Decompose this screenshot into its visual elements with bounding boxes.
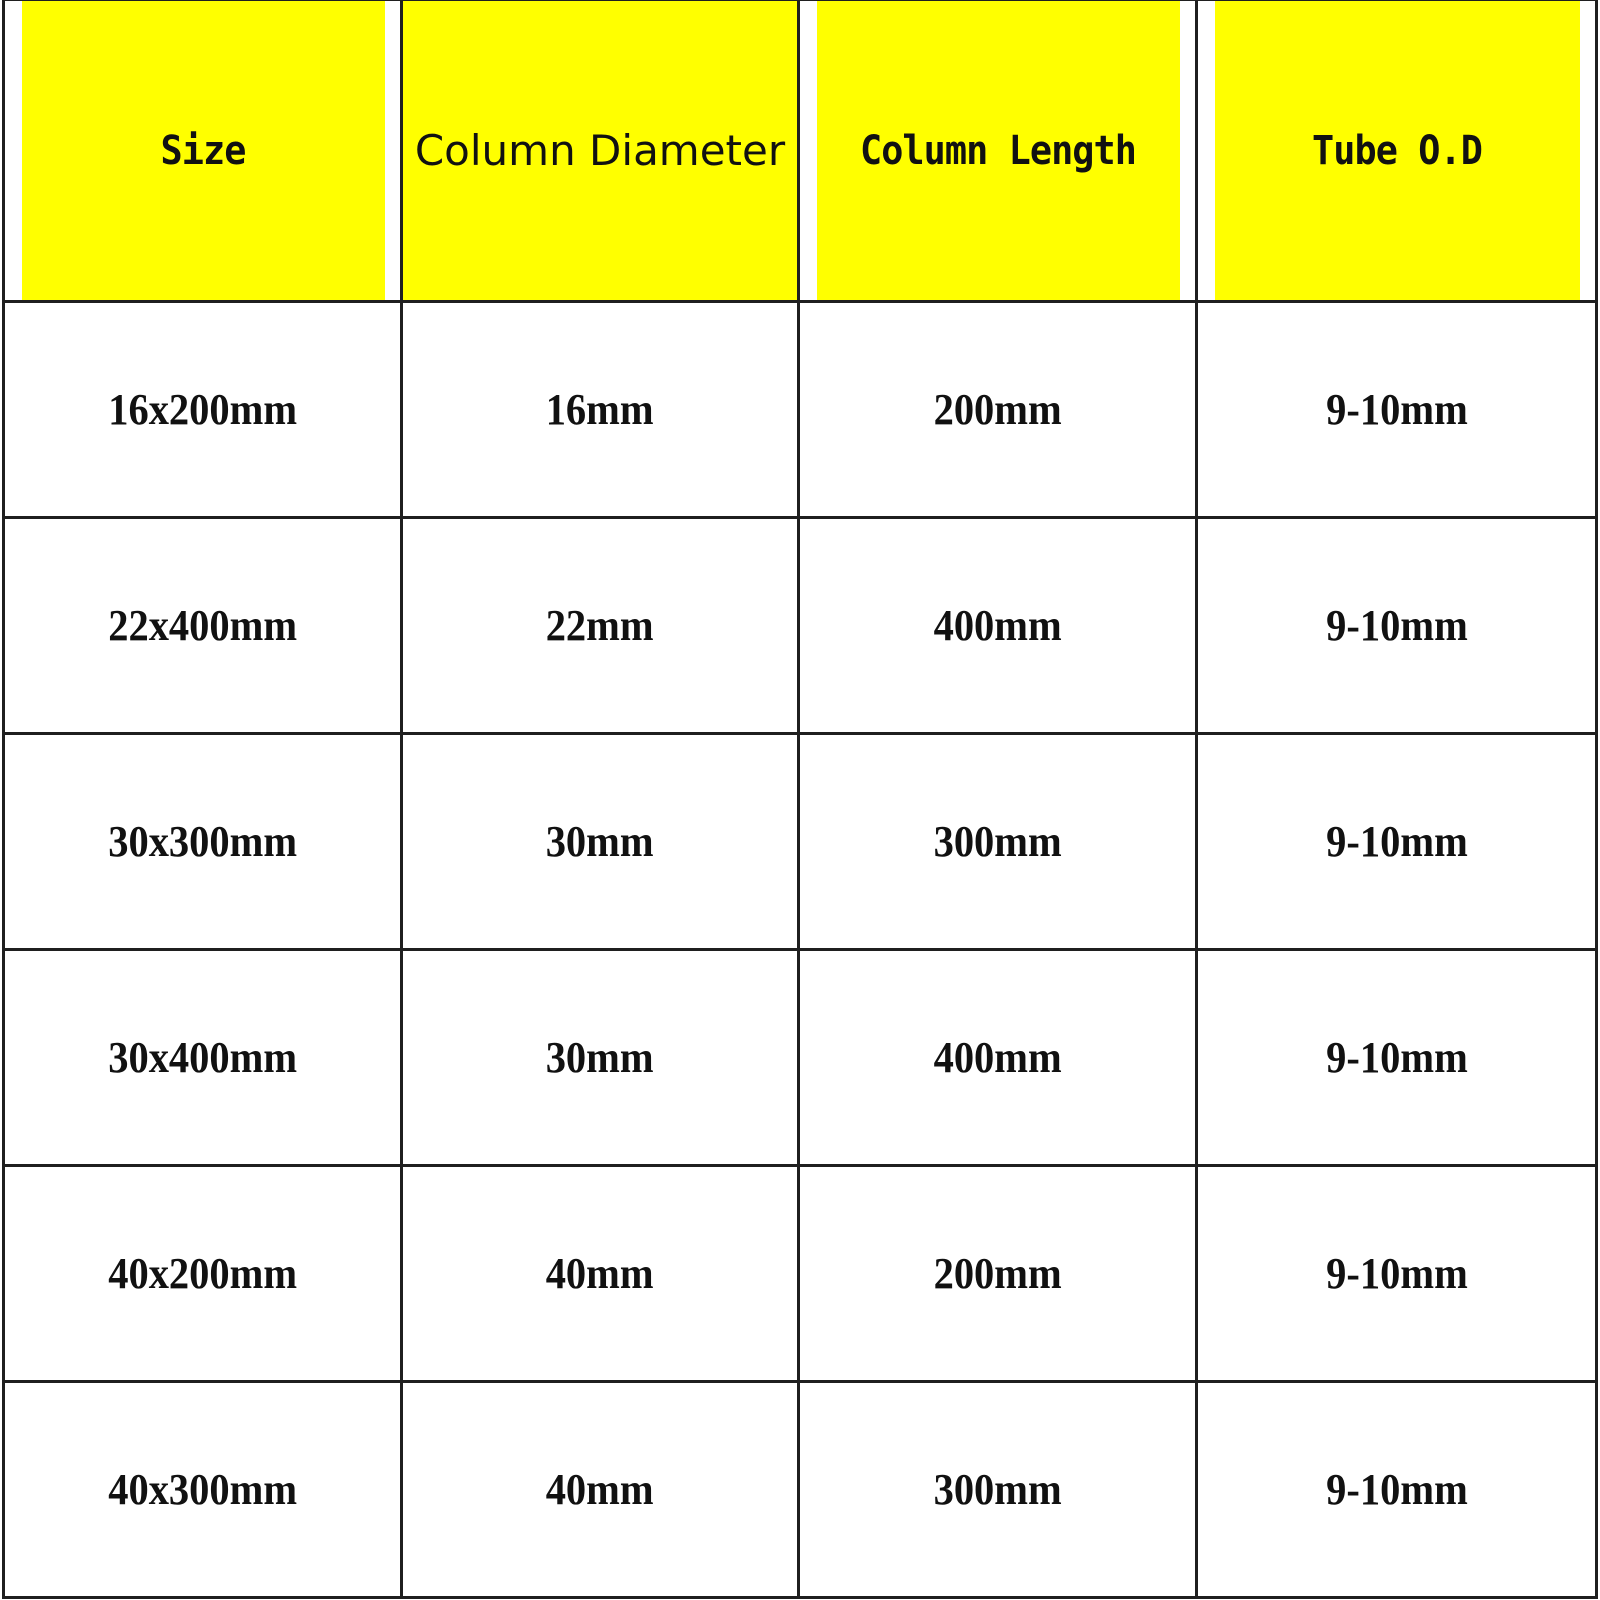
cell-tube-od-text: 9-10mm xyxy=(1325,385,1468,434)
cell-column-length-text: 400mm xyxy=(933,601,1062,650)
cell-size-text: 22x400mm xyxy=(108,601,297,650)
table-row xyxy=(4,734,1597,950)
cell-column-length-text: 300mm xyxy=(933,1465,1062,1514)
cell-tube-od xyxy=(1197,734,1597,950)
header-size: Size xyxy=(19,0,385,302)
cell-size-text: 16x200mm xyxy=(108,385,297,434)
cell-column-length-text: 300mm xyxy=(933,817,1062,866)
column-spec-table xyxy=(2,0,1598,1599)
cell-column-length xyxy=(799,1382,1197,1598)
cell-column-diameter xyxy=(402,734,799,950)
cell-column-length xyxy=(799,950,1197,1166)
cell-column-diameter xyxy=(402,1382,799,1598)
cell-tube-od-text: 9-10mm xyxy=(1325,1033,1468,1082)
cell-size-text: 30x300mm xyxy=(108,817,297,866)
cell-tube-od xyxy=(1197,950,1597,1166)
cell-tube-od-text: 9-10mm xyxy=(1325,1465,1468,1514)
cell-column-length xyxy=(799,518,1197,734)
cell-size xyxy=(4,1166,402,1382)
cell-size-text: 30x400mm xyxy=(108,1033,297,1082)
cell-size-text: 40x200mm xyxy=(108,1249,297,1298)
cell-tube-od-text: 9-10mm xyxy=(1325,601,1468,650)
cell-tube-od xyxy=(1197,1382,1597,1598)
table-row xyxy=(4,950,1597,1166)
cell-size xyxy=(4,302,402,518)
cell-column-diameter xyxy=(402,518,799,734)
cell-size xyxy=(4,1382,402,1598)
header-column-length: Column Length xyxy=(814,0,1180,302)
cell-tube-od xyxy=(1197,518,1597,734)
cell-column-diameter xyxy=(402,1166,799,1382)
cell-column-length-text: 400mm xyxy=(933,1033,1062,1082)
cell-size xyxy=(4,518,402,734)
cell-column-diameter xyxy=(402,302,799,518)
cell-size xyxy=(4,734,402,950)
header-column-diameter: Column Diameter xyxy=(402,0,799,302)
header-tube-od: Tube O.D xyxy=(1213,0,1581,302)
cell-column-diameter xyxy=(402,950,799,1166)
table-row xyxy=(4,302,1597,518)
cell-tube-od xyxy=(1197,1166,1597,1382)
cell-column-diameter-text: 30mm xyxy=(546,1033,654,1082)
table-header-row xyxy=(4,0,1597,302)
cell-size-text: 40x300mm xyxy=(108,1465,297,1514)
cell-column-length xyxy=(799,302,1197,518)
cell-column-diameter-text: 16mm xyxy=(546,385,654,434)
cell-column-diameter-text: 40mm xyxy=(546,1465,654,1514)
cell-column-diameter-text: 40mm xyxy=(546,1249,654,1298)
cell-tube-od-text: 9-10mm xyxy=(1325,817,1468,866)
cell-column-diameter-text: 22mm xyxy=(546,601,654,650)
cell-size xyxy=(4,950,402,1166)
cell-column-length xyxy=(799,1166,1197,1382)
table-row xyxy=(4,518,1597,734)
table-row xyxy=(4,1382,1597,1598)
cell-column-diameter-text: 30mm xyxy=(546,817,654,866)
cell-column-length-text: 200mm xyxy=(933,1249,1062,1298)
cell-column-length-text: 200mm xyxy=(933,385,1062,434)
cell-tube-od-text: 9-10mm xyxy=(1325,1249,1468,1298)
table-row xyxy=(4,1166,1597,1382)
cell-tube-od xyxy=(1197,302,1597,518)
cell-column-length xyxy=(799,734,1197,950)
